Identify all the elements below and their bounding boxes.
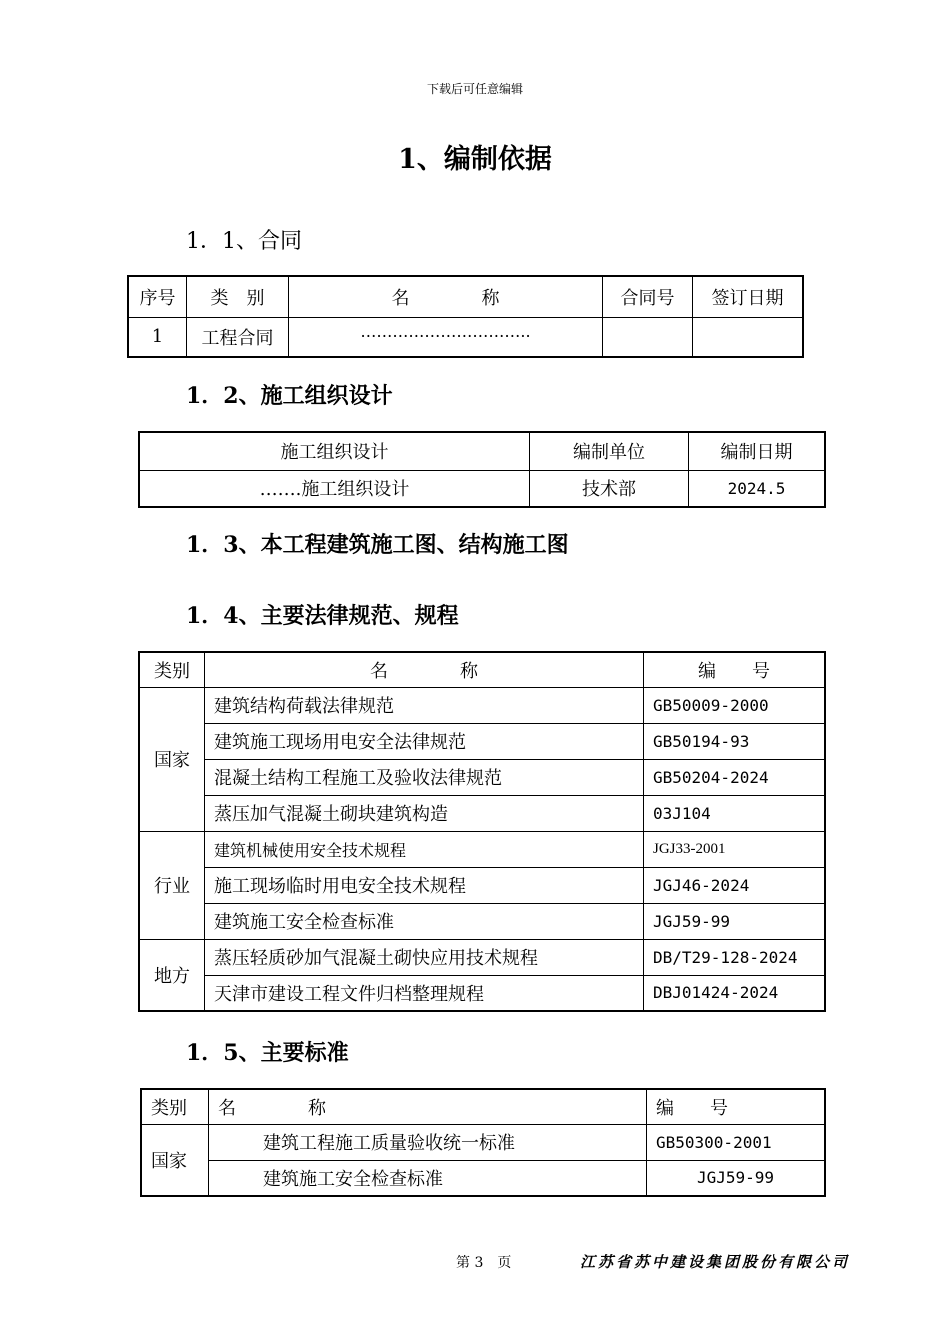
table-row: [139, 470, 825, 507]
page-number: 第 3 页: [456, 1255, 512, 1271]
contract-table: [127, 275, 804, 358]
table-cell: [693, 317, 804, 357]
code-cell: DB/T29-128-2024: [644, 939, 826, 975]
header-cell: 编 号: [647, 1089, 826, 1124]
table-header-row: [139, 432, 825, 470]
name-cell: 蒸压轻质砂加气混凝土砌快应用技术规程: [205, 939, 644, 975]
section-heading-organization: 1．2、施工组织设计: [186, 383, 393, 409]
regulations-table: [138, 651, 826, 1012]
header-cell: 类 别: [187, 276, 289, 317]
table-row: [128, 317, 803, 357]
name-cell: 建筑施工安全检查标准: [205, 903, 644, 939]
table-row: [139, 939, 825, 975]
code-cell: GB50300-2001: [647, 1124, 826, 1160]
page-title: 1、编制依据: [398, 144, 552, 175]
header-cell: 编 号: [644, 652, 826, 687]
name-cell: 蒸压加气混凝土砌块建筑构造: [205, 795, 644, 831]
header-cell: 施工组织设计: [139, 432, 530, 470]
watermark-text: 下载后可任意编辑: [426, 82, 523, 96]
table-cell: 技术部: [530, 470, 689, 507]
section-heading-drawings: 1．3、本工程建筑施工图、结构施工图: [186, 532, 569, 558]
header-cell: 类别: [141, 1089, 209, 1124]
company-name: 江苏省苏中建设集团股份有限公司: [580, 1253, 851, 1271]
section-heading-contract: 1．1、合同: [186, 229, 302, 254]
name-cell: 建筑施工安全检查标准: [209, 1160, 647, 1196]
header-cell: 签订日期: [693, 276, 804, 317]
name-cell: 施工现场临时用电安全技术规程: [205, 867, 644, 903]
name-cell: 建筑工程施工质量验收统一标准: [209, 1124, 647, 1160]
name-cell: 建筑施工现场用电安全法律规范: [205, 723, 644, 759]
table-row: [141, 1124, 825, 1160]
table-row: [139, 759, 825, 795]
header-cell: 名 称: [205, 652, 644, 687]
header-cell: 名 称: [289, 276, 603, 317]
code-cell: GB50204-2024: [644, 759, 826, 795]
category-cell: 国家: [139, 687, 205, 831]
header-cell: 编制日期: [689, 432, 826, 470]
table-row: [139, 831, 825, 867]
table-header-row: [141, 1089, 825, 1124]
organization-design-table: [138, 431, 826, 508]
code-cell: GB50194-93: [644, 723, 826, 759]
name-cell: 建筑结构荷载法律规范: [205, 687, 644, 723]
category-cell: 国家: [141, 1124, 209, 1196]
name-cell: 天津市建设工程文件归档整理规程: [205, 975, 644, 1011]
code-cell: DBJ01424-2024: [644, 975, 826, 1011]
header-cell: 序号: [128, 276, 187, 317]
code-cell: 03J104: [644, 795, 826, 831]
header-cell: 名 称: [209, 1089, 647, 1124]
code-cell: JGJ33-2001: [644, 831, 826, 867]
table-header-row: [128, 276, 803, 317]
code-cell: GB50009-2000: [644, 687, 826, 723]
standards-table: [140, 1088, 826, 1197]
header-cell: 合同号: [603, 276, 693, 317]
category-cell: 地方: [139, 939, 205, 1011]
table-header-row: [139, 652, 825, 687]
table-row: [139, 903, 825, 939]
table-cell: 2024.5: [689, 470, 826, 507]
section-heading-regulations: 1．4、主要法律规范、规程: [186, 603, 459, 629]
table-cell: …………………………..: [289, 317, 603, 357]
code-cell: JGJ46-2024: [644, 867, 826, 903]
table-row: [139, 795, 825, 831]
code-cell: JGJ59-99: [647, 1160, 826, 1196]
table-row: [139, 867, 825, 903]
header-cell: 编制单位: [530, 432, 689, 470]
table-row: [139, 975, 825, 1011]
table-row: [141, 1160, 825, 1196]
table-cell: …….施工组织设计: [139, 470, 530, 507]
section-heading-standards: 1．5、主要标准: [186, 1040, 349, 1066]
name-cell: 混凝土结构工程施工及验收法律规范: [205, 759, 644, 795]
table-cell: 工程合同: [187, 317, 289, 357]
category-cell: 行业: [139, 831, 205, 939]
code-cell: JGJ59-99: [644, 903, 826, 939]
table-cell: [603, 317, 693, 357]
table-row: [139, 687, 825, 723]
header-cell: 类别: [139, 652, 205, 687]
table-row: [139, 723, 825, 759]
table-cell: 1: [128, 317, 187, 357]
name-cell: 建筑机械使用安全技术规程: [205, 831, 644, 867]
